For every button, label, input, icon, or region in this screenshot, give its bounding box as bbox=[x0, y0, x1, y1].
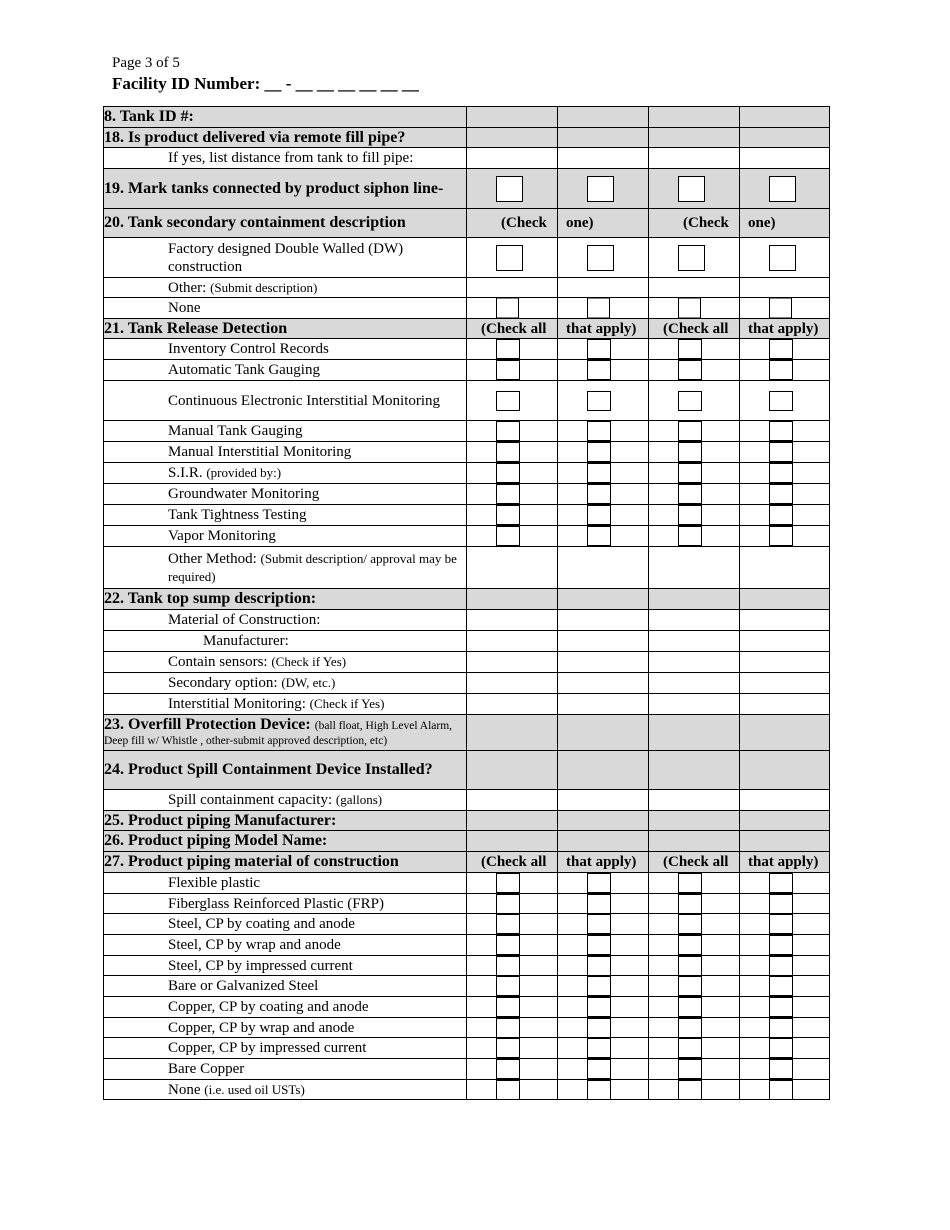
rd-inventory-checkbox[interactable] bbox=[678, 339, 702, 359]
piping-model-cell[interactable] bbox=[649, 831, 740, 852]
pm-bare-cu-checkbox[interactable] bbox=[769, 1059, 793, 1079]
row-rd-other bbox=[104, 547, 830, 589]
tank-id-cell[interactable] bbox=[558, 107, 649, 128]
row-pm-cu-imp bbox=[104, 1038, 830, 1059]
rd-atg-checkbox[interactable] bbox=[587, 360, 611, 380]
piping-model-cell[interactable] bbox=[740, 831, 830, 852]
pm-bare-steel-checkbox[interactable] bbox=[496, 976, 520, 996]
pm-flex-checkbox[interactable] bbox=[769, 873, 793, 893]
sump-cell[interactable] bbox=[467, 589, 558, 610]
row-sump bbox=[104, 589, 830, 610]
spill-capacity-cell[interactable] bbox=[649, 790, 740, 811]
siphon-checkbox[interactable] bbox=[678, 176, 705, 202]
row-pm-steel-imp bbox=[104, 956, 830, 976]
rd-mim-checkbox[interactable] bbox=[678, 442, 702, 462]
siphon-checkbox[interactable] bbox=[496, 176, 523, 202]
pm-flex-checkbox[interactable] bbox=[496, 873, 520, 893]
piping-mfr-cell[interactable] bbox=[467, 811, 558, 831]
rd-ceim-checkbox[interactable] bbox=[769, 391, 793, 411]
rd-ceim-checkbox[interactable] bbox=[496, 391, 520, 411]
row-spill-capacity bbox=[104, 790, 830, 811]
pm-steel-wrap-label: Steel, CP by wrap and anode bbox=[104, 935, 467, 956]
sump-sensors-cell[interactable] bbox=[467, 652, 558, 673]
sump-sensors-note: (Check if Yes) bbox=[271, 654, 347, 669]
pm-frp-checkbox[interactable] bbox=[496, 894, 520, 914]
check-all-text: that apply) bbox=[748, 854, 819, 870]
rd-ttt-checkbox[interactable] bbox=[769, 505, 793, 525]
sump-interstitial-cell[interactable] bbox=[649, 694, 740, 715]
row-sump-secondary bbox=[104, 673, 830, 694]
rd-inventory-label: Inventory Control Records bbox=[104, 339, 467, 360]
piping-model-cell[interactable] bbox=[467, 831, 558, 852]
pm-steel-wrap-checkbox[interactable] bbox=[678, 935, 702, 955]
rd-inventory-checkbox[interactable] bbox=[496, 339, 520, 359]
check-one-text: (Check bbox=[501, 215, 547, 231]
rd-sir-checkbox[interactable] bbox=[769, 463, 793, 483]
rd-mtg-checkbox[interactable] bbox=[678, 421, 702, 441]
row-sump-interstitial bbox=[104, 694, 830, 715]
pm-none-note: (i.e. used oil USTs) bbox=[204, 1081, 305, 1097]
remote-fill-cell[interactable] bbox=[558, 128, 649, 148]
row-sec-dw bbox=[104, 238, 830, 278]
pm-cu-coat-checkbox[interactable] bbox=[587, 997, 611, 1017]
sec-other-label: Other: bbox=[168, 279, 207, 296]
pm-cu-wrap-checkbox[interactable] bbox=[496, 1018, 520, 1038]
sec-other-note: (Submit description) bbox=[210, 279, 318, 295]
check-all-text: (Check all bbox=[663, 320, 729, 337]
rd-gw-checkbox[interactable] bbox=[496, 484, 520, 504]
sump-secondary-cell[interactable] bbox=[467, 673, 558, 694]
check-one-text: (Check bbox=[683, 215, 729, 231]
pm-bare-steel-label: Bare or Galvanized Steel bbox=[104, 976, 467, 997]
overfill-note: (ball float, High Level Alarm, Deep fill w/ Whistle , other-submit approved description, etc) bbox=[104, 719, 453, 747]
sump-cell[interactable] bbox=[740, 589, 830, 610]
sump-sensors-cell[interactable] bbox=[740, 652, 830, 673]
pm-steel-imp-checkbox[interactable] bbox=[496, 956, 520, 976]
rd-vapor-checkbox[interactable] bbox=[587, 526, 611, 546]
row-sump-material bbox=[104, 610, 830, 631]
sec-other-cell[interactable] bbox=[649, 278, 740, 298]
row-piping-mfr bbox=[104, 811, 830, 831]
pm-steel-imp-checkbox[interactable] bbox=[678, 956, 702, 976]
sump-mfr-label: Manufacturer: bbox=[104, 631, 467, 652]
rd-mim-checkbox[interactable] bbox=[587, 442, 611, 462]
check-all-text: (Check all bbox=[481, 854, 547, 870]
rd-inventory-checkbox[interactable] bbox=[587, 339, 611, 359]
pm-steel-coat-checkbox[interactable] bbox=[769, 914, 793, 934]
rd-gw-label: Groundwater Monitoring bbox=[104, 484, 467, 505]
row-rd-mtg bbox=[104, 421, 830, 442]
spill-cell[interactable] bbox=[467, 751, 558, 790]
row-piping-material bbox=[104, 852, 830, 873]
fill-distance-label: If yes, list distance from tank to fill pipe: bbox=[104, 148, 467, 169]
remote-fill-cell[interactable] bbox=[649, 128, 740, 148]
pm-none-checkbox[interactable] bbox=[587, 1080, 611, 1100]
row-rd-inventory bbox=[104, 339, 830, 360]
pm-steel-wrap-checkbox[interactable] bbox=[587, 935, 611, 955]
rd-vapor-checkbox[interactable] bbox=[496, 526, 520, 546]
rd-other-cell[interactable] bbox=[558, 547, 649, 589]
row-rd-vapor bbox=[104, 526, 830, 547]
pm-none-checkbox[interactable] bbox=[496, 1080, 520, 1100]
rd-inventory-checkbox[interactable] bbox=[769, 339, 793, 359]
sump-sensors-cell[interactable] bbox=[558, 652, 649, 673]
rd-gw-checkbox[interactable] bbox=[769, 484, 793, 504]
row-pm-frp bbox=[104, 894, 830, 914]
check-all-text: (Check all bbox=[663, 854, 729, 870]
page-number: Page 3 of 5 bbox=[112, 55, 180, 71]
rd-mtg-label: Manual Tank Gauging bbox=[104, 421, 467, 442]
rd-mtg-checkbox[interactable] bbox=[769, 421, 793, 441]
pm-cu-imp-checkbox[interactable] bbox=[769, 1038, 793, 1058]
sec-dw-label: Factory designed Double Walled (DW) construction bbox=[104, 238, 467, 278]
sump-mfr-cell[interactable] bbox=[649, 631, 740, 652]
sump-cell[interactable] bbox=[649, 589, 740, 610]
pm-steel-coat-checkbox[interactable] bbox=[678, 914, 702, 934]
rd-ceim-label: Continuous Electronic Interstitial Monitoring bbox=[104, 381, 467, 421]
row-pm-steel-coat bbox=[104, 914, 830, 935]
row-rd-ttt bbox=[104, 505, 830, 526]
pm-steel-coat-checkbox[interactable] bbox=[496, 914, 520, 934]
pm-flex-checkbox[interactable] bbox=[678, 873, 702, 893]
row-tank-id bbox=[104, 107, 830, 128]
pm-steel-coat-checkbox[interactable] bbox=[587, 914, 611, 934]
pm-none-label: None bbox=[168, 1081, 201, 1098]
sump-material-cell[interactable] bbox=[649, 610, 740, 631]
rd-other-label: Other Method: bbox=[168, 550, 257, 567]
rd-mim-checkbox[interactable] bbox=[496, 442, 520, 462]
pm-frp-checkbox[interactable] bbox=[678, 894, 702, 914]
rd-mim-checkbox[interactable] bbox=[769, 442, 793, 462]
row-pm-cu-wrap bbox=[104, 1018, 830, 1038]
sump-interstitial-cell[interactable] bbox=[740, 694, 830, 715]
row-rd-ceim bbox=[104, 381, 830, 421]
tank-id-cell[interactable] bbox=[649, 107, 740, 128]
check-all-text: that apply) bbox=[566, 320, 637, 337]
rd-sir-note: (provided by:) bbox=[206, 465, 282, 480]
row-overfill bbox=[104, 715, 830, 751]
tank-id-cell[interactable] bbox=[467, 107, 558, 128]
pm-frp-checkbox[interactable] bbox=[587, 894, 611, 914]
rd-gw-checkbox[interactable] bbox=[678, 484, 702, 504]
sump-material-cell[interactable] bbox=[467, 610, 558, 631]
sump-sensors-cell[interactable] bbox=[649, 652, 740, 673]
remote-fill-cell[interactable] bbox=[467, 128, 558, 148]
spill-capacity-cell[interactable] bbox=[740, 790, 830, 811]
siphon-label: 19. Mark tanks connected by product siphon line- bbox=[104, 179, 444, 197]
sump-material-label: Material of Construction: bbox=[104, 610, 467, 631]
pm-cu-wrap-checkbox[interactable] bbox=[587, 1018, 611, 1038]
check-one-text: one) bbox=[566, 215, 594, 231]
row-rd-gw bbox=[104, 484, 830, 505]
pm-cu-coat-checkbox[interactable] bbox=[769, 997, 793, 1017]
sump-cell[interactable] bbox=[558, 589, 649, 610]
check-all-text: that apply) bbox=[748, 320, 819, 337]
pm-steel-imp-checkbox[interactable] bbox=[587, 956, 611, 976]
pm-steel-imp-checkbox[interactable] bbox=[769, 956, 793, 976]
row-piping-model bbox=[104, 831, 830, 852]
row-sump-sensors bbox=[104, 652, 830, 673]
rd-atg-checkbox[interactable] bbox=[678, 360, 702, 380]
sec-none-checkbox[interactable] bbox=[678, 298, 701, 319]
pm-steel-coat-label: Steel, CP by coating and anode bbox=[104, 914, 467, 935]
rd-mim-label: Manual Interstitial Monitoring bbox=[104, 442, 467, 463]
rd-vapor-checkbox[interactable] bbox=[769, 526, 793, 546]
sec-dw-checkbox[interactable] bbox=[769, 245, 796, 271]
rd-sir-checkbox[interactable] bbox=[678, 463, 702, 483]
remote-fill-cell[interactable] bbox=[740, 128, 830, 148]
pm-none-checkbox[interactable] bbox=[678, 1080, 702, 1100]
rd-vapor-checkbox[interactable] bbox=[678, 526, 702, 546]
piping-model-cell[interactable] bbox=[558, 831, 649, 852]
release-detection-label: 21. Tank Release Detection bbox=[104, 319, 467, 339]
overfill-cell[interactable] bbox=[649, 715, 740, 751]
pm-frp-label: Fiberglass Reinforced Plastic (FRP) bbox=[104, 894, 467, 914]
rd-gw-checkbox[interactable] bbox=[587, 484, 611, 504]
row-secondary-containment bbox=[104, 209, 830, 238]
row-pm-cu-coat bbox=[104, 997, 830, 1018]
rd-ttt-label: Tank Tightness Testing bbox=[104, 505, 467, 526]
rd-other-note: (Submit description/ approval may be required) bbox=[168, 550, 457, 584]
siphon-checkbox[interactable] bbox=[769, 176, 796, 202]
rd-mtg-checkbox[interactable] bbox=[587, 421, 611, 441]
row-remote-fill bbox=[104, 128, 830, 148]
spill-capacity-cell[interactable] bbox=[467, 790, 558, 811]
pm-cu-coat-label: Copper, CP by coating and anode bbox=[104, 997, 467, 1018]
row-spill bbox=[104, 751, 830, 790]
sump-secondary-cell[interactable] bbox=[649, 673, 740, 694]
sec-other-cell[interactable] bbox=[740, 278, 830, 298]
piping-mfr-cell[interactable] bbox=[740, 811, 830, 831]
rd-atg-checkbox[interactable] bbox=[769, 360, 793, 380]
sump-secondary-note: (DW, etc.) bbox=[281, 675, 336, 690]
pm-cu-imp-checkbox[interactable] bbox=[587, 1038, 611, 1058]
sec-dw-checkbox[interactable] bbox=[496, 245, 523, 271]
sec-other-cell[interactable] bbox=[467, 278, 558, 298]
rd-sir-checkbox[interactable] bbox=[587, 463, 611, 483]
tank-id-label: 8. Tank ID #: bbox=[104, 107, 467, 128]
overfill-cell[interactable] bbox=[740, 715, 830, 751]
pm-frp-checkbox[interactable] bbox=[769, 894, 793, 914]
rd-ttt-checkbox[interactable] bbox=[587, 505, 611, 525]
row-siphon bbox=[104, 169, 830, 209]
row-pm-steel-wrap bbox=[104, 935, 830, 956]
facility-id-label: Facility ID Number: __ - __ __ __ __ __ __ bbox=[112, 74, 419, 93]
check-all-text: (Check all bbox=[481, 320, 547, 337]
spill-cell[interactable] bbox=[649, 751, 740, 790]
spill-capacity-cell[interactable] bbox=[558, 790, 649, 811]
tank-id-cell[interactable] bbox=[740, 107, 830, 128]
rd-ceim-checkbox[interactable] bbox=[678, 391, 702, 411]
pm-flex-label: Flexible plastic bbox=[104, 873, 467, 894]
sump-label: 22. Tank top sump description: bbox=[104, 589, 467, 610]
row-sump-mfr bbox=[104, 631, 830, 652]
piping-mfr-label: 25. Product piping Manufacturer: bbox=[104, 811, 467, 831]
row-sec-other bbox=[104, 278, 830, 298]
sump-interstitial-cell[interactable] bbox=[558, 694, 649, 715]
piping-model-label: 26. Product piping Model Name: bbox=[104, 831, 467, 852]
sec-none-checkbox[interactable] bbox=[587, 298, 610, 319]
pm-cu-wrap-checkbox[interactable] bbox=[769, 1018, 793, 1038]
sump-interstitial-note: (Check if Yes) bbox=[309, 696, 385, 711]
sump-secondary-cell[interactable] bbox=[740, 673, 830, 694]
spill-capacity-note: (gallons) bbox=[335, 792, 383, 807]
pm-cu-coat-checkbox[interactable] bbox=[496, 997, 520, 1017]
row-rd-mim bbox=[104, 442, 830, 463]
row-fill-distance bbox=[104, 148, 830, 169]
rd-other-cell[interactable] bbox=[740, 547, 830, 589]
sump-secondary-label: Secondary option: bbox=[168, 675, 278, 691]
fill-distance-cell[interactable] bbox=[467, 148, 558, 169]
pm-steel-wrap-checkbox[interactable] bbox=[496, 935, 520, 955]
rd-other-cell[interactable] bbox=[467, 547, 558, 589]
spill-cell[interactable] bbox=[740, 751, 830, 790]
remote-fill-label: 18. Is product delivered via remote fill pipe? bbox=[104, 128, 467, 148]
pm-bare-steel-checkbox[interactable] bbox=[678, 976, 702, 996]
row-pm-bare-cu bbox=[104, 1059, 830, 1080]
row-rd-atg bbox=[104, 360, 830, 381]
rd-vapor-label: Vapor Monitoring bbox=[104, 526, 467, 547]
row-pm-none bbox=[104, 1080, 830, 1100]
pm-none-checkbox[interactable] bbox=[769, 1080, 793, 1100]
row-release-detection bbox=[104, 319, 830, 339]
fill-distance-cell[interactable] bbox=[740, 148, 830, 169]
fill-distance-cell[interactable] bbox=[558, 148, 649, 169]
row-sec-none bbox=[104, 298, 830, 319]
spill-cell[interactable] bbox=[558, 751, 649, 790]
sump-interstitial-cell[interactable] bbox=[467, 694, 558, 715]
sump-mfr-cell[interactable] bbox=[467, 631, 558, 652]
rd-ttt-checkbox[interactable] bbox=[496, 505, 520, 525]
check-all-text: that apply) bbox=[566, 854, 637, 870]
sump-secondary-cell[interactable] bbox=[558, 673, 649, 694]
sump-interstitial-label: Interstitial Monitoring: bbox=[168, 696, 306, 712]
spill-label: 24. Product Spill Containment Device Installed? bbox=[104, 761, 433, 778]
pm-cu-coat-checkbox[interactable] bbox=[678, 997, 702, 1017]
pm-cu-imp-label: Copper, CP by impressed current bbox=[104, 1038, 467, 1059]
row-pm-flex bbox=[104, 873, 830, 894]
sump-material-cell[interactable] bbox=[740, 610, 830, 631]
rd-ttt-checkbox[interactable] bbox=[678, 505, 702, 525]
pm-flex-checkbox[interactable] bbox=[587, 873, 611, 893]
sec-none-checkbox[interactable] bbox=[496, 298, 519, 319]
rd-sir-label: S.I.R. bbox=[168, 465, 203, 481]
sec-none-checkbox[interactable] bbox=[769, 298, 792, 319]
rd-sir-checkbox[interactable] bbox=[496, 463, 520, 483]
sec-other-cell[interactable] bbox=[558, 278, 649, 298]
piping-material-label: 27. Product piping material of construction bbox=[104, 852, 467, 873]
fill-distance-cell[interactable] bbox=[649, 148, 740, 169]
sump-material-cell[interactable] bbox=[558, 610, 649, 631]
pm-cu-wrap-checkbox[interactable] bbox=[678, 1018, 702, 1038]
pm-bare-steel-checkbox[interactable] bbox=[587, 976, 611, 996]
pm-bare-cu-checkbox[interactable] bbox=[496, 1059, 520, 1079]
piping-mfr-cell[interactable] bbox=[649, 811, 740, 831]
rd-other-cell[interactable] bbox=[649, 547, 740, 589]
sump-mfr-cell[interactable] bbox=[558, 631, 649, 652]
siphon-checkbox[interactable] bbox=[587, 176, 614, 202]
spill-capacity-label: Spill containment capacity: bbox=[168, 792, 333, 808]
rd-mtg-checkbox[interactable] bbox=[496, 421, 520, 441]
overfill-cell[interactable] bbox=[467, 715, 558, 751]
rd-atg-label: Automatic Tank Gauging bbox=[104, 360, 467, 381]
pm-cu-wrap-label: Copper, CP by wrap and anode bbox=[104, 1018, 467, 1038]
sec-dw-checkbox[interactable] bbox=[587, 245, 614, 271]
overfill-label: 23. Overfill Protection Device: bbox=[104, 715, 311, 733]
row-pm-bare-steel bbox=[104, 976, 830, 997]
sec-dw-checkbox[interactable] bbox=[678, 245, 705, 271]
pm-bare-steel-checkbox[interactable] bbox=[769, 976, 793, 996]
pm-cu-imp-checkbox[interactable] bbox=[678, 1038, 702, 1058]
pm-steel-imp-label: Steel, CP by impressed current bbox=[104, 956, 467, 976]
sump-sensors-label: Contain sensors: bbox=[168, 654, 268, 670]
piping-mfr-cell[interactable] bbox=[558, 811, 649, 831]
pm-bare-cu-checkbox[interactable] bbox=[678, 1059, 702, 1079]
rd-atg-checkbox[interactable] bbox=[496, 360, 520, 380]
pm-steel-wrap-checkbox[interactable] bbox=[769, 935, 793, 955]
check-one-text: one) bbox=[748, 215, 776, 231]
sump-mfr-cell[interactable] bbox=[740, 631, 830, 652]
overfill-cell[interactable] bbox=[558, 715, 649, 751]
rd-ceim-checkbox[interactable] bbox=[587, 391, 611, 411]
tank-form-table bbox=[103, 106, 830, 1100]
pm-bare-cu-checkbox[interactable] bbox=[587, 1059, 611, 1079]
pm-cu-imp-checkbox[interactable] bbox=[496, 1038, 520, 1058]
row-rd-sir bbox=[104, 463, 830, 484]
secondary-containment-label: 20. Tank secondary containment description bbox=[104, 209, 467, 238]
sec-none-label: None bbox=[104, 298, 467, 319]
pm-bare-cu-label: Bare Copper bbox=[104, 1059, 467, 1080]
